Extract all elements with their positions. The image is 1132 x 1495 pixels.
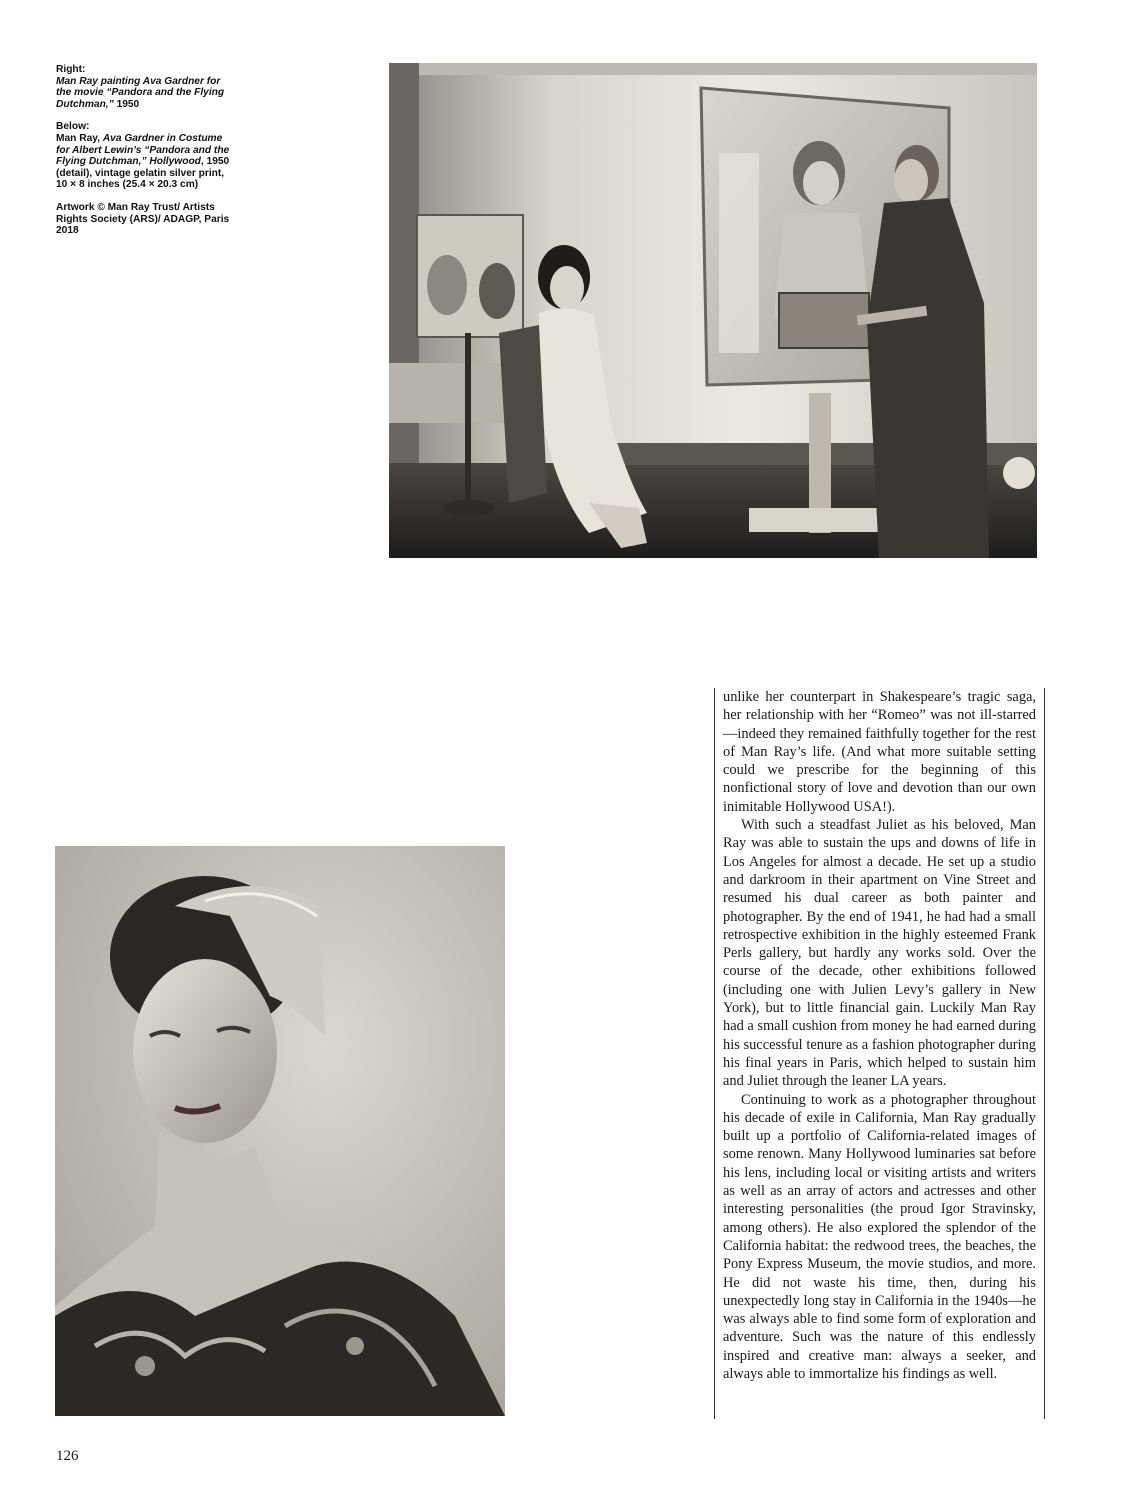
- caption-below-artist: Man Ray,: [56, 132, 103, 144]
- caption-right-title: Man Ray painting Ava Gardner for the movie “Pandora and the Flying Dutchman,”: [56, 75, 225, 110]
- photo-caption: [56, 64, 231, 248]
- ava-gardner-portrait-photo: [55, 846, 505, 1416]
- portrait-illustration: [55, 846, 505, 1416]
- caption-below-details: , 1950 (detail), vintage gelatin silver print, 10 × 8 inches (25.4 × 20.3 cm): [56, 156, 230, 191]
- studio-painting-illustration: [389, 63, 1037, 558]
- caption-right-label: Right:: [56, 64, 86, 75]
- body-paragraph: With such a steadfast Juliet as his beloved, Man Ray was able to sustain the ups and downs of life in Los Angeles for almost a decade. He set up a studio and darkroom in their apartment on Vine Street and resumed his dual career as both painter and photographer. By the end of 1941, he had had a small retrospective exhibition in the highly esteemed Frank Perls gallery, but hardly any works sold. Over the course of the decade, other exhibitions followed (including one with Julien Levy’s gallery in New York), but to little financial gain. Luckily Man Ray had a small cushion from money he had earned during his successful tenure as a fashion photographer during his final years in Paris, which helped to sustain him and Juliet through the leaner LA years.: [723, 817, 1036, 1090]
- body-paragraph: unlike her counterpart in Shakespeare’s tragic saga, her relationship with her “Romeo” was not ill-starred—indeed they remained faithfully together for the rest of Man Ray’s life. (And what more suitable setting could we prescribe for the beginning of this nonfictional story of love and devotion than our own inimitable Hollywood USA!).: [723, 689, 1036, 815]
- caption-below: [56, 121, 231, 191]
- studio-painting-photo: [389, 63, 1037, 558]
- caption-credit: Artwork © Man Ray Trust/ Artists Rights Society (ARS)/ ADAGP, Paris 2018: [56, 201, 230, 237]
- caption-right-year: 1950: [113, 98, 140, 110]
- caption-right: [56, 64, 231, 110]
- article-body: [714, 688, 1045, 1419]
- caption-below-title: Ava Gardner in Costume for Albert Lewin’s “Pandora and the Flying Dutchman,” Hollywood: [56, 132, 230, 168]
- body-paragraph: Continuing to work as a photographer throughout his decade of exile in California, Man Ray gradually built up a portfolio of California-related images of some renown. Many Hollywood luminaries sat before his lens, including local or visiting artists and writers as well as an array of actors and actresses and other interesting personalities (the proud Igor Stravinsky, among others). He also explored the splendor of the California habitat: the redwood trees, the beaches, the Pony Express Museum, the movie studios, and more. He did not waste his time, then, during his unexpectedly long stay in California in the 1940s—he was always able to find some form of exploration and adventure. Such was the nature of this endlessly inspired and creative man: always a seeker, and always able to immortalize his findings as well.: [723, 1091, 1036, 1382]
- caption-below-label: Below:: [56, 121, 90, 133]
- page-number: 126: [56, 1448, 79, 1464]
